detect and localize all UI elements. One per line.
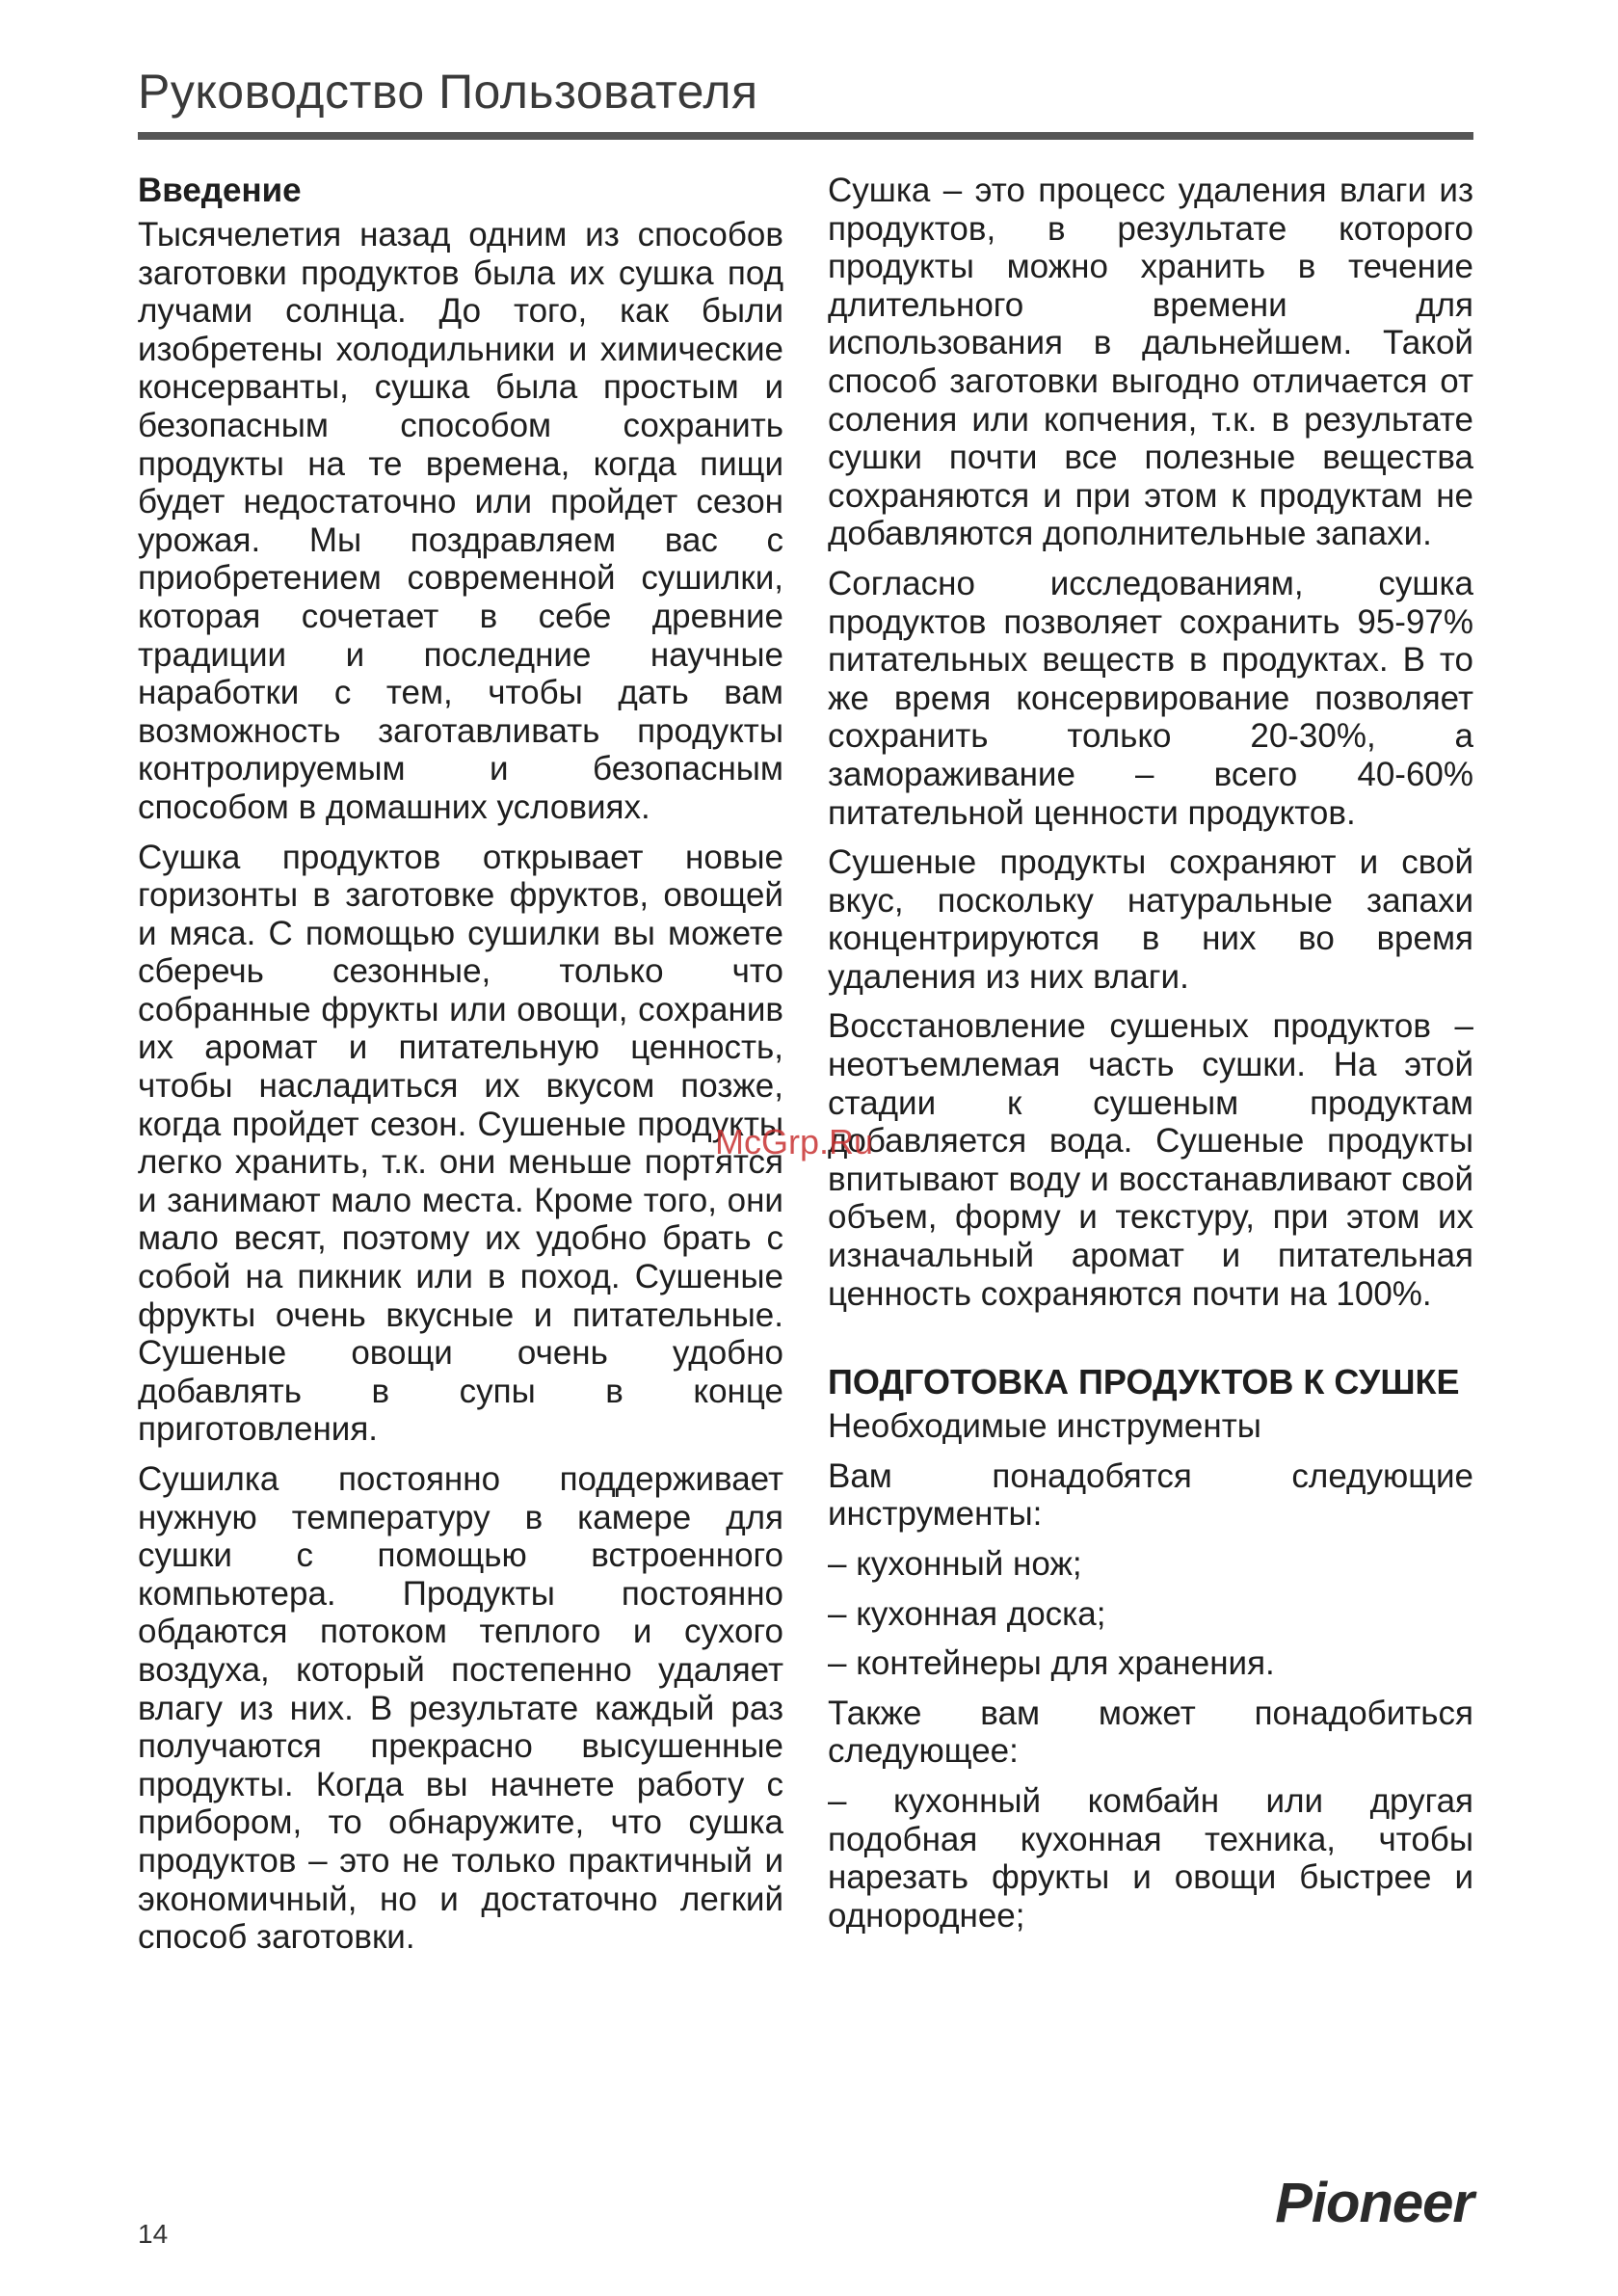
left-column bbox=[138, 172, 783, 1968]
paragraph: Восстановление сушеных продуктов – неотъемлемая часть сушки. На этой стадии к сушеным продуктам добавляется вода. Сушеные продукты впитывают воду и восстанавливают свой объем, форму и текстуру, при этом их изначальный аромат и питательная ценность сохраняются почти на 100%. bbox=[828, 1007, 1473, 1313]
list-item: – кухонный нож; bbox=[828, 1545, 1082, 1583]
list-item: – кухонная доска; bbox=[828, 1594, 1106, 1633]
paragraph: Сушилка постоянно поддерживает нужную температуру в камере для сушки с помощью встроенного компьютера. Продукты постоянно обдаются потоком теплого и сухого воздуха, который постепенно удаляет влагу из них. В результате каждый раз получаются прекрасно высушенные продукты. Когда вы начнете работу с прибором, то обнаружите, что сушка продуктов – это не только практичный и экономичный, но и достаточно легкий способ заготовки. bbox=[138, 1460, 783, 1957]
right-column bbox=[828, 172, 1473, 1946]
page-title: Руководство Пользователя bbox=[138, 65, 758, 119]
section-heading-preparation: ПОДГОТОВКА ПРОДУКТОВ К СУШКЕ bbox=[828, 1362, 1460, 1402]
watermark: McGrp.Ru bbox=[715, 1122, 874, 1161]
paragraph: Тысячелетия назад одним из способов заготовки продуктов была их сушка под лучами солнца. До того, как были изобретены холодильники и химические консерванты, сушка была простым и безопасным способом сохранить продукты на те времена, когда пищи будет недостаточно или пройдет сезон урожая. Мы поздравляем вас с приобретением современной сушилки, которая сочетает в себе древние традиции и последние научные наработки с тем, чтобы дать вам возможность заготавливать продукты контролируемым и безопасным способом в домашних условиях. bbox=[138, 216, 783, 826]
paragraph: Сушеные продукты сохраняют и свой вкус, поскольку натуральные запахи концентрируются в них во время удаления из них влаги. bbox=[828, 843, 1473, 996]
tools-list bbox=[828, 1545, 1473, 1683]
extra-list bbox=[828, 1782, 1473, 1935]
paragraph: Также вам может понадобиться следующее: bbox=[828, 1694, 1473, 1771]
header-divider bbox=[138, 132, 1473, 140]
brand-logo: Pioneer bbox=[1275, 2172, 1473, 2234]
list-item: – кухонный комбайн или другая подобная кухонная техника, чтобы нарезать фрукты и овощи быстрее и однороднее; bbox=[828, 1781, 1473, 1935]
subheading-tools: Необходимые инструменты bbox=[828, 1407, 1261, 1446]
page-number: 14 bbox=[138, 2219, 169, 2249]
paragraph: Вам понадобятся следующие инструменты: bbox=[828, 1456, 1473, 1534]
paragraph: Сушка – это процесс удаления влаги из продуктов, в результате которого продукты можно хранить в течение длительного времени для использования в дальнейшем. Такой способ заготовки выгодно отличается от соления или копчения, т.к. в результате сушки почти все полезные вещества сохраняются и при этом к продуктам не добавляются дополнительные запахи. bbox=[828, 172, 1473, 553]
section-heading-intro: Введение bbox=[138, 172, 302, 209]
list-item: – контейнеры для хранения. bbox=[828, 1644, 1275, 1683]
paragraph: Согласно исследованиям, сушка продуктов позволяет сохранить 95-97% питательных веществ в продуктах. В то же время консервирование позволяет сохранить только 20-30%, а замораживание – всего 40-60% питательной ценности продуктов. bbox=[828, 564, 1473, 832]
paragraph: Сушка продуктов открывает новые горизонты в заготовке фруктов, овощей и мяса. С помощью сушилки вы можете сберечь сезонные, только что собранные фрукты или овощи, сохранив их аромат и питательную ценность, чтобы насладиться их вкусом позже, когда пройдет сезон. Сушеные продукты легко хранить, т.к. они меньше портятся и занимают мало места. Кроме того, они мало весят, поэтому их удобно брать с собой на пикник или в поход. Сушеные фрукты очень вкусные и питательные. Сушеные овощи очень удобно добавлять в супы в конце приготовления. bbox=[138, 838, 783, 1449]
